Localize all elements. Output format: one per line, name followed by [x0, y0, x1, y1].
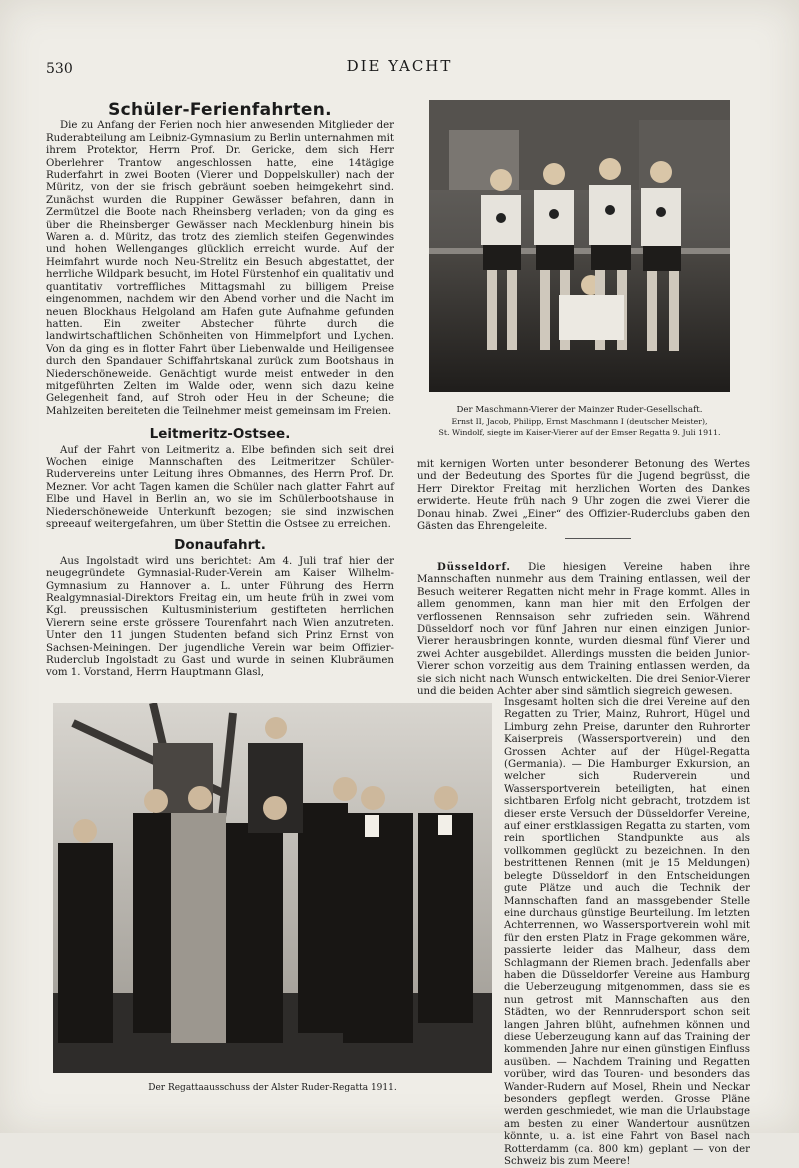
photo1-caption	[429, 405, 730, 438]
photo-regattaausschuss	[53, 703, 492, 1073]
duesseldorf-bottom	[504, 697, 750, 1168]
photo1-caption-line1: Ernst II, Jacob, Philipp, Ernst Maschmann I (deutscher Meister),	[451, 417, 708, 426]
rowers-photo-illustration	[429, 100, 730, 392]
article-body-donaufahrt: Aus Ingolstadt wird uns berichtet: Am 4. Juli traf hier der neugegründete Gymnasial-Ruder-Verein am Kaiser Wilhelm-Gymnasium zu Hannover a. L. unter Führung des Herrn Realgymnasial-Direktors Freitag ein, um heute früh in zwei vom Kgl. preussischen Kultusministerium gestifteten herrlichen Vierern seine erste grössere Tourenfahrt nach Wien anzutreten. Unter den 11 jungen Studenten befand sich Prinz Ernst von Sachsen-Meiningen. Der jugendliche Verein war beim Offizier-Ruderclub Ingolstadt zu Gast und wurde in seinen Klubräumen vom 1. Vorstand, Herrn Hauptmann Glasl,	[46, 555, 394, 679]
photo-maschmann-vierer	[429, 100, 730, 392]
photo1-caption-title: Der Maschmann-Vierer der Mainzer Ruder-Gesellschaft.	[456, 405, 703, 415]
article-body-donaufahrt-cont: mit kernigen Worten unter besonderer Betonung des Wertes und der Bedeutung des Sportes für die Jugend begrüsst, die Herr Direktor Freitag mit herzlichen Worten des Dankes erwiderte. Heute früh nach 9 Uhr zogen die zwei Vierer die Donau hinab. Zwei „Einer“ des Offizier-Ruderclubs gaben den Gästen das Ehrengeleite.	[417, 459, 750, 533]
photo1-caption-line2: St. Windolf, siegte im Kaiser-Vierer auf der Emser Regatta 9. Juli 1911.	[438, 428, 721, 437]
article-title-donaufahrt: Donaufahrt.	[174, 537, 266, 554]
duesseldorf-top	[417, 561, 750, 698]
duesseldorf-body-b: Insgesamt holten sich die drei Vereine auf den Regatten zu Trier, Mainz, Ruhrort, Hügel und Limburg zehn Preise, darunter den Ruhrorter Kaiserpreis (Wassersportverein) und den Grossen Achter auf der Hügel-Regatta (Germania). — Die Hamburger Exkursion, an welcher sich Ruderverein und Wassersportverein beteiligten, hat einen sichtbaren Erfolg nicht gebracht, trotzdem ist dieser erste Versuch der Düsseldorfer Vereine, auf einer erstklassigen Regatta zu starten, vom rein sportlichen Standpunkte aus als vollkommen geglückt zu bezeichnen. In den bestrittenen Rennen (mit je 15 Meldungen) belegte Düsseldorf in den Entscheidungen gute Plätze und auch die Technik der Mannschaften fand an massgebender Stelle eine durchaus günstige Beurteilung. Im letzten Achterrennen, wo Wassersportverein wohl mit für den ersten Platz in Frage gekommen wäre, passierte leider das Malheur, dass dem Schlagmann der Riemen brach. Jedenfalls aber haben die Düsseldorfer Vereine aus Hamburg die Ueberzeugung mitgenommen, dass sie es nun getrost mit Mannschaften aus den Städten, wo der Rennrudersport schon seit langen Jahren blüht, aufnehmen können und diese Ueberzeugung kann auf das Training der kommenden Jahre nur einen günstigen Einfluss ausüben. — Nachdem Training und Regatten vorüber, wird das Touren- und besonders das Wander-Rudern auf Mosel, Rhein und Neckar besonders gepflegt werden. Grosse Pläne werden geschmiedet, wie man die Urlaubstage am besten zu einer Wandertour ausnützen könnte, u. a. ist eine Fahrt von Basel nach Rotterdamm (ca. 800 km) geplant — von der Schweiz bis zum Meere!	[504, 697, 750, 1168]
donaufahrt-continuation	[417, 459, 750, 533]
duesseldorf-body-a: Die hiesigen Vereine haben ihre Mannschaften nunmehr aus dem Training entlassen, weil der Besuch weiterer Regatten nicht mehr in Frage kommt. Alles in allem genommen, kann man hier mit den Erfolgen der verflossenen Rennsaison sehr zufrieden sein. Während Düsseldorf noch vor fünf Jahren nur einen einzigen Junior-Vierer herausbringen konnte, wurden diesmal fünf Vierer und zwei Achter ausgebildet. Allerdings mussten die beiden Junior-Vierer schon vorzeitig aus dem Training entlassen werden, da sie sich nicht nach Wunsch entwickelten. Die drei Senior-Vierer und die beiden Achter aber sind sämtlich siegreich gewesen.	[417, 562, 750, 698]
page-number: 530	[46, 61, 73, 77]
article-title-schueler: Schüler-Ferienfahrten.	[108, 100, 332, 120]
running-header: DIE YACHT	[346, 57, 453, 75]
article-body-schueler: Die zu Anfang der Ferien noch hier anwesenden Mitglieder der Ruderabteilung am Leibniz-Gymnasium zu Berlin unternahmen mit ihrem Protektor, Herrn Prof. Dr. Gericke, dem sich Herr Oberlehrer Trantow angeschlossen hatte, eine 14tägige Ruderfahrt in zwei Booten (Vierer und Doppelskuller) nach der Müritz, von der sie frisch gebräunt soeben heimgekehrt sind. Zunächst wurden die Ruppiner Gewässer befahren, dann in Zermützel die Boote nach Rheinsberg verladen; von da ging es über die Rheinsberger Gewässer nach Mecklenburg hinein bis Waren a. d. Müritz, das trotz des ziemlich steifen Gegenwindes und hohen Wellenganges glücklich erreicht wurde. Auf der Heimfahrt wurde noch Neu-Strelitz ein Besuch abgestattet, der herrliche Wildpark besucht, im Hotel Fürstenhof ein qualitativ und quantitativ vortreffliches Mittagsmahl zu billigem Preise eingenommen, nachdem wir den Abend vorher und die Nacht im neuen Blockhaus Helgoland am Hafen gute Aufnahme gefunden hatten. Ein zweiter Abstecher führte durch die landwirtschaftlichen Schönheiten von Himmelpfort und Lychen. Von da ging es in flotter Fahrt über Liebenwalde und Heiligensee durch den Spandauer Schiffahrtskanal zurück zum Bootshaus in Niederschöneweide. Genächtigt wurde meist entweder in den mitgeführten Zelten im Walde oder, wenn sich dazu keine Gelegenheit fand, auf Stroh oder Heu in der Scheune; die Mahlzeiten bereiteten die Teilnehmer meist gemeinsam im Freien.	[46, 120, 394, 417]
article-title-leitmeritz: Leitmeritz-Ostsee.	[149, 426, 291, 443]
regatta-committee-photo-illustration	[53, 703, 492, 1073]
duesseldorf-runin: Düsseldorf.	[437, 561, 511, 573]
section-divider	[565, 538, 631, 539]
photo2-caption: Der Regattaausschuss der Alster Ruder-Regatta 1911.	[148, 1083, 397, 1093]
left-column-top	[46, 100, 394, 680]
article-body-leitmeritz: Auf der Fahrt von Leitmeritz a. Elbe befinden sich seit drei Wochen einige Mannschaften des Leitmeritzer Schüler-Rudervereins unter Leitung ihres Obmannes, des Herrn Prof. Dr. Mezner. Vor acht Tagen kamen die Schüler nach glatter Fahrt auf Elbe und Havel in Berlin an, wo sie im Schülerbootshause in Niederschöneweide Unterkunft bezogen; sie sind inzwischen spreeauf weitergefahren, um über Stettin die Ostsee zu erreichen.	[46, 444, 394, 530]
